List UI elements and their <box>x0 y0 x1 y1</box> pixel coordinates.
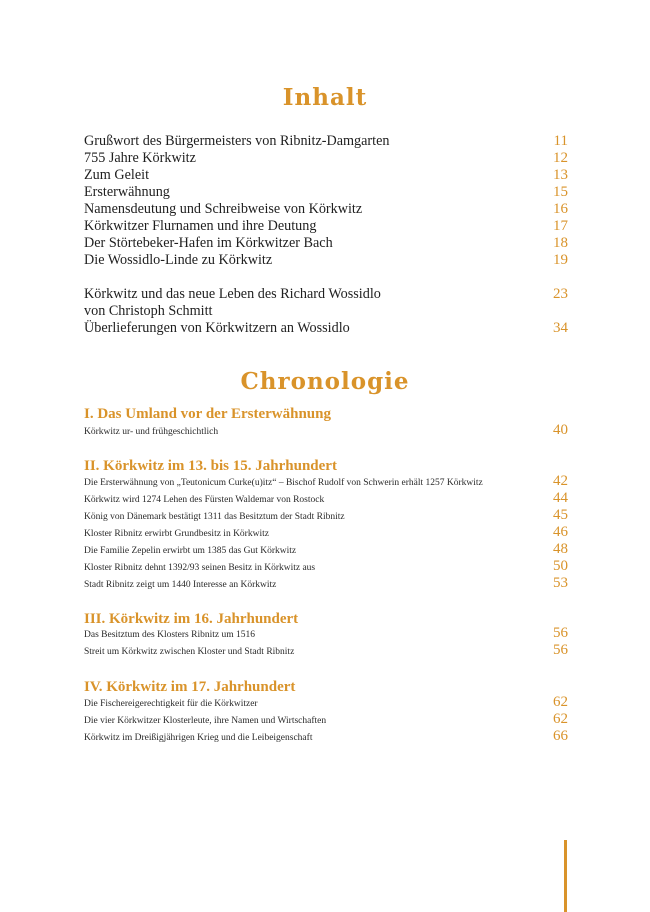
toc-entry-page: 34 <box>553 320 568 336</box>
toc-entry-label: Kloster Ribnitz erwirbt Grundbesitz in Körkwitz <box>84 529 269 539</box>
toc-entry-label: Körkwitz im Dreißigjährigen Krieg und die Leibeigenschaft <box>84 733 313 743</box>
toc-entry[interactable] <box>84 252 568 269</box>
toc-entry-page: 18 <box>553 235 568 251</box>
toc-entry[interactable] <box>84 286 568 303</box>
page-title-inhalt: Inhalt <box>282 84 368 111</box>
toc-entry-label: König von Dänemark bestätigt 1311 das Besitztum der Stadt Ribnitz <box>84 512 345 522</box>
toc-entry[interactable] <box>84 644 568 661</box>
toc-entry-label: Zum Geleit <box>84 167 150 183</box>
toc-entry[interactable] <box>84 492 568 509</box>
toc-entry[interactable] <box>84 320 568 337</box>
section-heading[interactable]: II. Körkwitz im 13. bis 15. Jahrhundert <box>84 458 337 474</box>
toc-entry[interactable] <box>84 475 568 492</box>
toc-entry[interactable] <box>84 696 568 713</box>
section-heading[interactable]: I. Das Umland vor der Ersterwähnung <box>84 406 331 422</box>
toc-entry-page: 15 <box>553 184 568 200</box>
toc-entry-author <box>84 303 568 320</box>
toc-entry-page: 53 <box>553 575 568 591</box>
toc-entry[interactable] <box>84 730 568 747</box>
toc-entry-page: 66 <box>553 728 568 744</box>
toc-entry-page: 40 <box>553 422 568 438</box>
toc-entry-label: Die Fischereigerechtigkeit für die Körkwitzer <box>84 699 258 709</box>
toc-entry-label: Die Wossidlo-Linde zu Körkwitz <box>84 252 273 268</box>
toc-entry-label: Ersterwähnung <box>84 184 170 200</box>
toc-entry-label: Überlieferungen von Körkwitzern an Wossidlo <box>84 320 350 336</box>
toc-entry-page: 62 <box>553 711 568 727</box>
toc-entry[interactable] <box>84 184 568 201</box>
toc-entry-page: 50 <box>553 558 568 574</box>
toc-entry-page: 12 <box>553 150 568 166</box>
toc-entry-label: Das Besitztum des Klosters Ribnitz um 1516 <box>84 630 255 640</box>
toc-entry-page: 13 <box>553 167 568 183</box>
section-heading[interactable]: IV. Körkwitz im 17. Jahrhundert <box>84 679 296 695</box>
toc-entry-page: 56 <box>553 642 568 658</box>
toc-entry-page: 17 <box>553 218 568 234</box>
toc-entry-page: 16 <box>553 201 568 217</box>
toc-entry[interactable] <box>84 577 568 594</box>
toc-entry[interactable] <box>84 133 568 150</box>
toc-entry-page: 11 <box>553 133 568 149</box>
toc-entry-label: Die vier Körkwitzer Klosterleute, ihre Namen und Wirtschaften <box>84 716 327 726</box>
toc-entry-label: Die Ersterwähnung von „Teutonicum Curke(u)itz“ – Bischof Rudolf von Schwerin erhält 1257 Körkwitz <box>84 478 483 488</box>
toc-entry-page: 46 <box>553 524 568 540</box>
toc-entry[interactable] <box>84 509 568 526</box>
toc-entry-page: 48 <box>553 541 568 557</box>
toc-entry[interactable] <box>84 627 568 644</box>
toc-entry-page: 56 <box>553 625 568 641</box>
toc-entry[interactable] <box>84 201 568 218</box>
toc-entry-label: Stadt Ribnitz zeigt um 1440 Interesse an Körkwitz <box>84 580 277 590</box>
toc-entry-label: Streit um Körkwitz zwischen Kloster und Stadt Ribnitz <box>84 647 295 657</box>
toc-entry-label: Körkwitzer Flurnamen und ihre Deutung <box>84 218 317 234</box>
toc-list-section-2 <box>84 475 568 594</box>
toc-list-section-4 <box>84 696 568 747</box>
toc-entry-page: 45 <box>553 507 568 523</box>
toc-entry-label: Körkwitz und das neue Leben des Richard Wossidlo <box>84 286 381 302</box>
toc-entry[interactable] <box>84 167 568 184</box>
toc-entry-label: von Christoph Schmitt <box>84 303 213 319</box>
toc-entry-label: Körkwitz ur- und frühgeschichtlich <box>84 427 219 437</box>
toc-entry-label: Der Störtebeker-Hafen im Körkwitzer Bach <box>84 235 333 251</box>
toc-entry-label: Grußwort des Bürgermeisters von Ribnitz-Damgarten <box>84 133 390 149</box>
toc-entry[interactable] <box>84 424 568 441</box>
toc-entry[interactable] <box>84 150 568 167</box>
toc-entry-label: 755 Jahre Körkwitz <box>84 150 196 166</box>
toc-list-main <box>84 133 568 269</box>
toc-entry-label: Körkwitz wird 1274 Lehen des Fürsten Waldemar von Rostock <box>84 495 325 505</box>
toc-entry[interactable] <box>84 713 568 730</box>
toc-list-wossidlo <box>84 286 568 337</box>
toc-entry-label: Die Familie Zepelin erwirbt um 1385 das Gut Körkwitz <box>84 546 297 556</box>
toc-entry-label: Namensdeutung und Schreibweise von Körkwitz <box>84 201 363 217</box>
toc-entry-page: 62 <box>553 694 568 710</box>
section-heading[interactable]: III. Körkwitz im 16. Jahrhundert <box>84 611 299 627</box>
toc-entry-page: 44 <box>553 490 568 506</box>
toc-entry-label: Kloster Ribnitz dehnt 1392/93 seinen Besitz in Körkwitz aus <box>84 563 316 573</box>
toc-entry-page: 23 <box>553 286 568 302</box>
toc-entry[interactable] <box>84 235 568 252</box>
toc-entry-page: 42 <box>553 473 568 489</box>
toc-entry[interactable] <box>84 526 568 543</box>
page-title-chronologie: Chronologie <box>240 368 410 395</box>
toc-list-section-3 <box>84 627 568 661</box>
toc-entry[interactable] <box>84 218 568 235</box>
toc-list-section-1 <box>84 424 568 441</box>
toc-entry[interactable] <box>84 543 568 560</box>
toc-entry-page: 19 <box>553 252 568 268</box>
toc-entry[interactable] <box>84 560 568 577</box>
margin-rule <box>564 840 567 912</box>
